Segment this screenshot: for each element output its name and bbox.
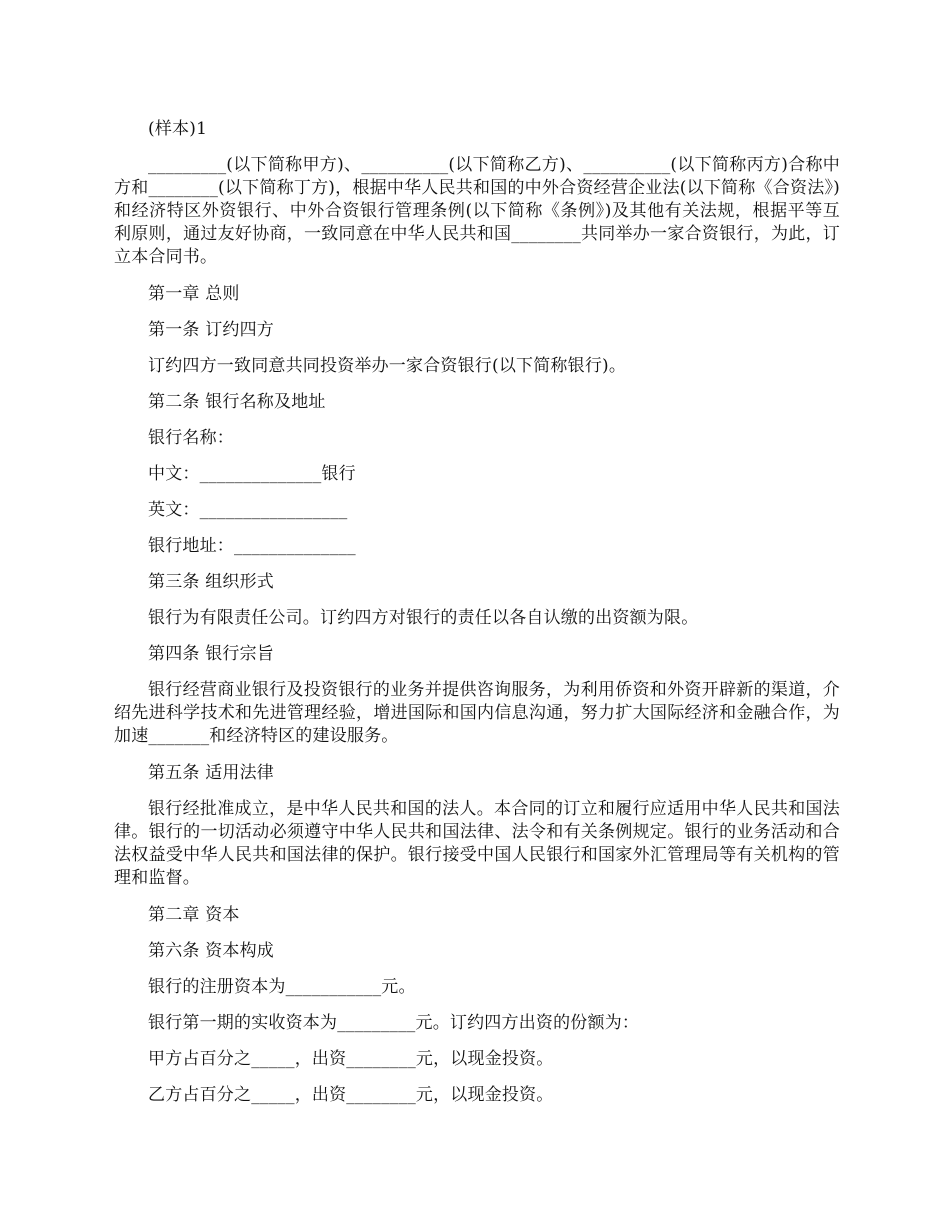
chapter-heading: 第一章 总则: [148, 284, 240, 304]
article-heading: 第四条 银行宗旨: [148, 644, 275, 664]
article-heading: 第二条 银行名称及地址: [148, 392, 326, 412]
article-heading: 第五条 适用法律: [148, 763, 275, 783]
paragraph-text: 订约四方一致同意共同投资举办一家合资银行(以下简称银行)。: [148, 356, 627, 376]
contract-preamble: _________(以下简称甲方)、__________(以下简称乙方)、__________(以下简称丙方)合称中方和________(以下简称丁方)，根据中华人民共和国的中外合资经营企业法(以下简称《合资法》)和经济特区外资银行、中外合资银行管理条例(以下简称《条例》)及其他有关法规，根据平等互利原则，通过友好协商，一致同意在中华人民共和国________共同举办一家合资银行，为此，订立本合同书。: [114, 155, 840, 267]
bank-address-line: 银行地址：______________: [148, 536, 356, 556]
law-paragraph: 银行经批准成立，是中华人民共和国的法人。本合同的订立和履行应适用中华人民共和国法律。银行的一切活动必须遵守中华人民共和国法律、法令和有关条例规定。银行的业务活动和合法权益受中华人民共和国法律的保护。银行接受中国人民银行和国家外汇管理局等有关机构的管理和监督。: [114, 799, 840, 888]
purpose-paragraph: 银行经营商业银行及投资银行的业务并提供咨询服务，为利用侨资和外资开辟新的渠道，介绍先进科学技术和先进管理经验，增进国际和国内信息沟通，努力扩大国际经济和金融合作，为加速_______和经济特区的建设服务。: [114, 680, 840, 746]
article-heading: 第一条 订约四方: [148, 320, 275, 340]
article-heading: 第六条 资本构成: [148, 941, 275, 961]
chinese-name-line: 中文：______________银行: [148, 464, 356, 484]
field-label: 银行名称：: [148, 428, 234, 448]
article-heading: 第三条 组织形式: [148, 572, 275, 592]
chapter-heading: 第二章 资本: [148, 905, 240, 925]
paragraph-text: 银行为有限责任公司。订约四方对银行的责任以各自认缴的出资额为限。: [148, 608, 699, 628]
english-name-line: 英文：_________________: [148, 500, 348, 520]
document-page: [114, 118, 840, 1120]
paid-in-capital-line: 银行第一期的实收资本为_________元。订约四方出资的份额为：: [148, 1013, 640, 1033]
sample-label: (样本)1: [148, 119, 208, 139]
party-a-share-line: 甲方占百分之_____，出资________元，以现金投资。: [148, 1049, 554, 1069]
party-b-share-line: 乙方占百分之_____，出资________元，以现金投资。: [148, 1085, 554, 1105]
registered-capital-line: 银行的注册资本为___________元。: [148, 977, 416, 997]
